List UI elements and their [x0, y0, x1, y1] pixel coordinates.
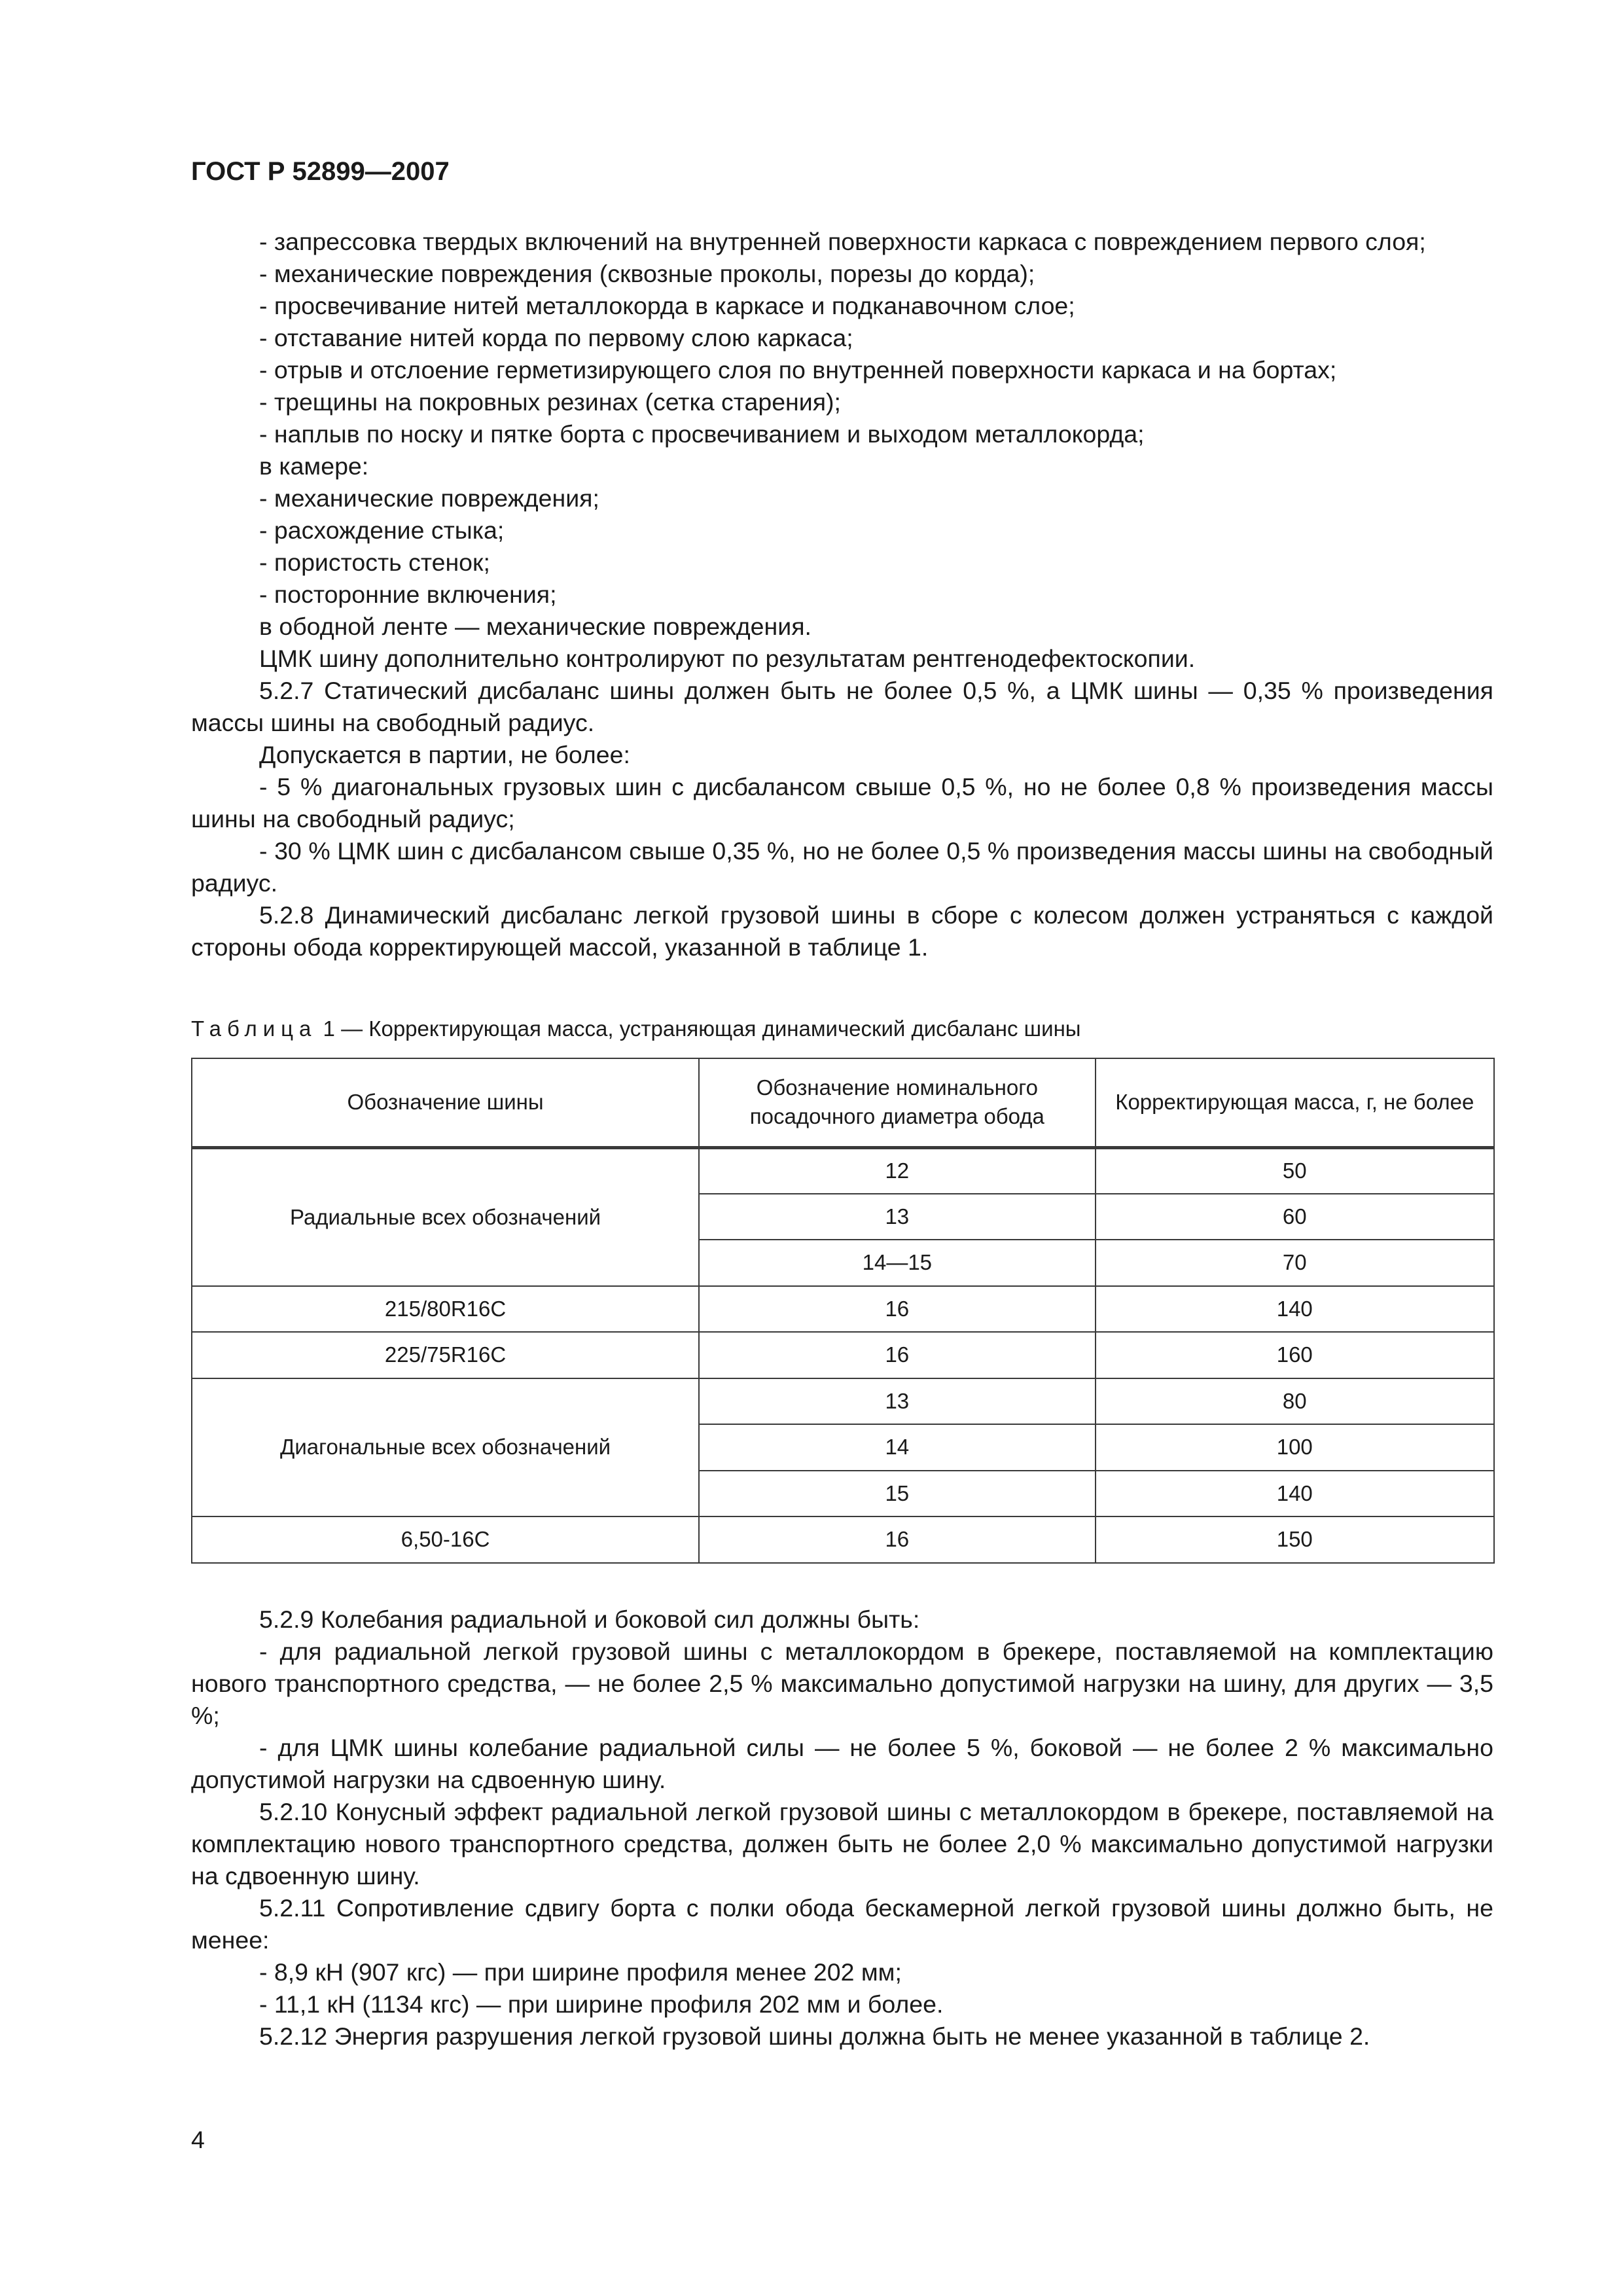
- paragraph-a-4: - отставание нитей корда по первому слою каркаса;: [259, 324, 853, 351]
- tire-designation-cell: 6,50-16C: [192, 1516, 699, 1563]
- paragraph-b-3: - для ЦМК шины колебание радиальной силы — не более 5 %, боковой — не более 2 % максимально допустимой нагрузки на сдвоенную шину.: [191, 1734, 1493, 1793]
- paragraph-a-15: 5.2.7 Статический дисбаланс шины должен быть не более 0,5 %, а ЦМК шины — 0,35 % произведения массы шины на свободный радиус.: [191, 677, 1493, 736]
- header-tire-designation: Обозначение шины: [192, 1058, 699, 1147]
- paragraph-a-16: Допускается в партии, не более:: [259, 741, 630, 768]
- page-number: 4: [191, 2126, 205, 2153]
- tire-designation-cell: 215/80R16C: [192, 1286, 699, 1333]
- paragraph-b-6: - 8,9 кН (907 кгс) — при ширине профиля менее 202 мм;: [259, 1958, 902, 1986]
- correction-mass-cell: 70: [1096, 1240, 1494, 1286]
- correction-mass-cell: 80: [1096, 1378, 1494, 1425]
- paragraph-a-12: - посторонние включения;: [259, 581, 557, 608]
- paragraph-b-2: - для радиальной легкой грузовой шины с металлокордом в брекере, поставляемой на комплектацию нового транспортного средства, — не более 2,5 % максимально допустимой нагрузки на шину, для других — 3,5 %;: [191, 1638, 1493, 1729]
- paragraph-a-2: - механические повреждения (сквозные проколы, порезы до корда);: [259, 260, 1035, 287]
- rim-diameter-cell: 16: [699, 1286, 1095, 1333]
- paragraph-a-7: - наплыв по носку и пятке борта с просвечиванием и выходом металлокорда;: [259, 420, 1145, 448]
- correction-mass-cell: 100: [1096, 1424, 1494, 1471]
- table-row: [192, 1286, 1494, 1333]
- table-caption-text: 1 — Корректирующая масса, устраняющая динамический дисбаланс шины: [317, 1016, 1081, 1041]
- table-row: [192, 1332, 1494, 1378]
- paragraph-b-7: - 11,1 кН (1134 кгс) — при ширине профиля 202 мм и более.: [259, 1990, 944, 2018]
- paragraph-a-9: - механические повреждения;: [259, 484, 599, 512]
- table-caption: [191, 1016, 1081, 1041]
- header-rim-diameter: Обозначение номинального посадочного диаметра обода: [699, 1058, 1095, 1147]
- paragraph-a-6: - трещины на покровных резинах (сетка старения);: [259, 388, 841, 416]
- paragraph-a-10: - расхождение стыка;: [259, 516, 505, 544]
- correction-mass-cell: 140: [1096, 1471, 1494, 1517]
- rim-diameter-cell: 16: [699, 1332, 1095, 1378]
- rim-diameter-cell: 14—15: [699, 1240, 1095, 1286]
- table-body: [192, 1147, 1494, 1563]
- paragraph-a-1: - запрессовка твердых включений на внутренней поверхности каркаса с повреждением первого слоя;: [259, 228, 1426, 255]
- correction-mass-cell: 150: [1096, 1516, 1494, 1563]
- tire-designation-cell: Радиальные всех обозначений: [192, 1147, 699, 1286]
- table-caption-word: Таблица: [191, 1016, 317, 1041]
- paragraph-b-4: 5.2.10 Конусный эффект радиальной легкой грузовой шины с металлокордом в брекере, поставляемой на комплектацию нового транспортного средства, должен быть не более 2,0 % максимально допустимой нагрузки на сдвоенную шину.: [191, 1798, 1493, 1890]
- correction-mass-cell: 50: [1096, 1147, 1494, 1194]
- rim-diameter-cell: 15: [699, 1471, 1095, 1517]
- table-row: [192, 1147, 1494, 1194]
- tire-designation-cell: 225/75R16C: [192, 1332, 699, 1378]
- tire-designation-cell: Диагональные всех обозначений: [192, 1378, 699, 1517]
- paragraph-b-8: 5.2.12 Энергия разрушения легкой грузовой шины должна быть не менее указанной в таблице 2.: [259, 2022, 1370, 2050]
- header-correction-mass: Корректирующая масса, г, не более: [1096, 1058, 1494, 1147]
- table-header-row: [192, 1058, 1494, 1147]
- correction-mass-cell: 140: [1096, 1286, 1494, 1333]
- text-block-after-table: [191, 1604, 1493, 2053]
- paragraph-a-19: 5.2.8 Динамический дисбаланс легкой грузовой шины в сборе с колесом должен устраняться с каждой стороны обода корректирующей массой, указанной в таблице 1.: [191, 901, 1493, 961]
- paragraph-a-18: - 30 % ЦМК шин с дисбалансом свыше 0,35 %, но не более 0,5 % произведения массы шины на свободный радиус.: [191, 837, 1493, 897]
- paragraph-a-5: - отрыв и отслоение герметизирующего слоя по внутренней поверхности каркаса и на бортах;: [259, 356, 1337, 384]
- correction-mass-table: [191, 1058, 1495, 1564]
- rim-diameter-cell: 13: [699, 1194, 1095, 1240]
- paragraph-b-1: 5.2.9 Колебания радиальной и боковой сил должны быть:: [259, 1605, 920, 1633]
- paragraph-a-11: - пористость стенок;: [259, 548, 490, 576]
- table-row: [192, 1378, 1494, 1425]
- paragraph-b-5: 5.2.11 Сопротивление сдвигу борта с полки обода бескамерной легкой грузовой шины должно быть, не менее:: [191, 1894, 1493, 1954]
- correction-mass-cell: 160: [1096, 1332, 1494, 1378]
- document-header: ГОСТ Р 52899—2007: [191, 157, 450, 186]
- paragraph-a-14: ЦМК шину дополнительно контролируют по результатам рентгенодефектоскопии.: [259, 645, 1196, 672]
- table-row: [192, 1516, 1494, 1563]
- paragraph-a-3: - просвечивание нитей металлокорда в каркасе и подканавочном слое;: [259, 292, 1075, 319]
- paragraph-a-8: в камере:: [259, 452, 369, 480]
- correction-mass-cell: 60: [1096, 1194, 1494, 1240]
- text-block-before-table: [191, 226, 1493, 963]
- rim-diameter-cell: 16: [699, 1516, 1095, 1563]
- rim-diameter-cell: 12: [699, 1147, 1095, 1194]
- paragraph-a-17: - 5 % диагональных грузовых шин с дисбалансом свыше 0,5 %, но не более 0,8 % произведения массы шины на свободный радиус;: [191, 773, 1493, 833]
- rim-diameter-cell: 14: [699, 1424, 1095, 1471]
- rim-diameter-cell: 13: [699, 1378, 1095, 1425]
- paragraph-a-13: в ободной ленте — механические повреждения.: [259, 613, 812, 640]
